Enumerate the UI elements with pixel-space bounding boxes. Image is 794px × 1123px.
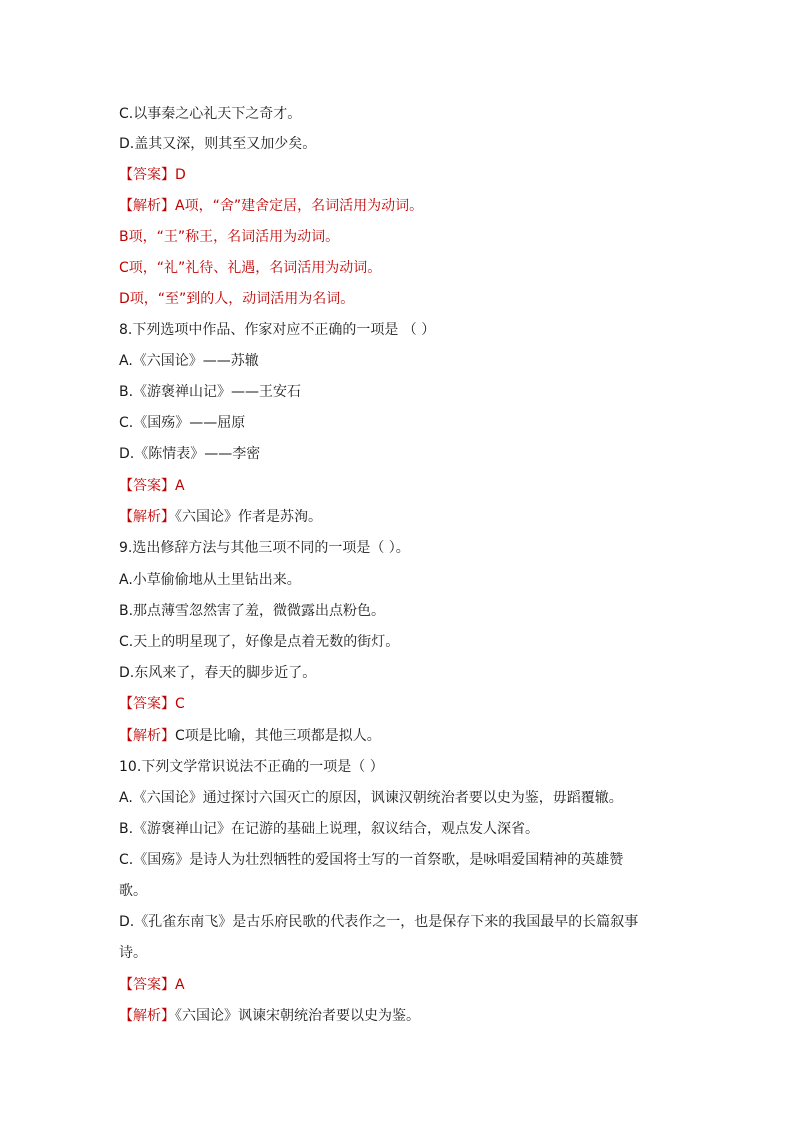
q8-stem: 8.下列选项中作品、作家对应不正确的一项是 （ ） <box>119 322 436 338</box>
q7-option-c: C.以事秦之心礼天下之奇才。 <box>119 106 302 122</box>
q10-option-b: B.《游褒禅山记》在记游的基础上说理，叙议结合，观点发人深省。 <box>119 821 540 837</box>
analysis-text: C项是比喻，其他三项都是拟人。 <box>175 728 381 744</box>
q10-option-d-line2: 诗。 <box>119 945 147 961</box>
q10-answer <box>119 975 684 995</box>
q9-stem: 9.选出修辞方法与其他三项不同的一项是（ ）。 <box>119 540 410 556</box>
q10-option-d-line1: D.《孔雀东南飞》是古乐府民歌的代表作之一，也是保存下来的我国最早的长篇叙事 <box>119 914 639 930</box>
analysis-tag: 【解析】 <box>119 1008 175 1024</box>
q8-analysis <box>119 507 684 527</box>
analysis-tag: 【解析】 <box>119 728 175 744</box>
analysis-text: A项，“舍”建舍定居，名词活用为动词。 <box>175 198 424 214</box>
analysis-text: 《六国论》讽谏宋朝统治者要以史为鉴。 <box>175 1008 420 1024</box>
q7-option-d: D.盖其又深，则其至又加少矣。 <box>119 136 317 152</box>
q9-option-c: C.天上的明星现了，好像是点着无数的街灯。 <box>119 634 400 650</box>
answer-tag: 【答案】 <box>119 696 175 712</box>
q7-analysis-a <box>119 196 684 216</box>
answer-value: D <box>175 167 186 183</box>
q10-option-a: A.《六国论》通过探讨六国灭亡的原因，讽谏汉朝统治者要以史为鉴，毋蹈覆辙。 <box>119 790 623 806</box>
answer-value: A <box>175 478 185 494</box>
answer-value: A <box>175 977 185 993</box>
q7-answer <box>119 165 684 185</box>
q9-option-a: A.小草偷偷地从土里钻出来。 <box>119 572 301 588</box>
analysis-text: 《六国论》作者是苏洵。 <box>175 509 322 525</box>
q7-analysis-d: D项，“至”到的人，动词活用为名词。 <box>119 291 355 307</box>
q9-option-b: B.那点薄雪忽然害了羞，微微露出点粉色。 <box>119 603 386 619</box>
q10-stem: 10.下列文学常识说法不正确的一项是（ ） <box>119 759 384 775</box>
analysis-tag: 【解析】 <box>119 198 175 214</box>
answer-tag: 【答案】 <box>119 977 175 993</box>
analysis-tag: 【解析】 <box>119 509 175 525</box>
q7-analysis-c: C项，“礼”礼待、礼遇，名词活用为动词。 <box>119 260 382 276</box>
q10-analysis <box>119 1006 684 1026</box>
answer-value: C <box>175 696 185 712</box>
q8-option-a: A.《六国论》——苏辙 <box>119 353 259 369</box>
q8-option-c: C.《国殇》——屈原 <box>119 415 246 431</box>
q8-option-d: D.《陈情表》——李密 <box>119 446 261 462</box>
q7-analysis-b: B项，“王”称王，名词活用为动词。 <box>119 229 340 245</box>
q9-analysis <box>119 726 684 746</box>
answer-tag: 【答案】 <box>119 478 175 494</box>
q9-answer <box>119 694 684 714</box>
q10-option-c-line2: 歌。 <box>119 883 147 899</box>
q8-answer <box>119 476 684 496</box>
q8-option-b: B.《游褒禅山记》——王安石 <box>119 384 302 400</box>
answer-tag: 【答案】 <box>119 167 175 183</box>
q10-option-c-line1: C.《国殇》是诗人为壮烈牺牲的爱国将士写的一首祭歌，是咏唱爱国精神的英雄赞 <box>119 852 624 868</box>
q9-option-d: D.东风来了，春天的脚步近了。 <box>119 665 317 681</box>
